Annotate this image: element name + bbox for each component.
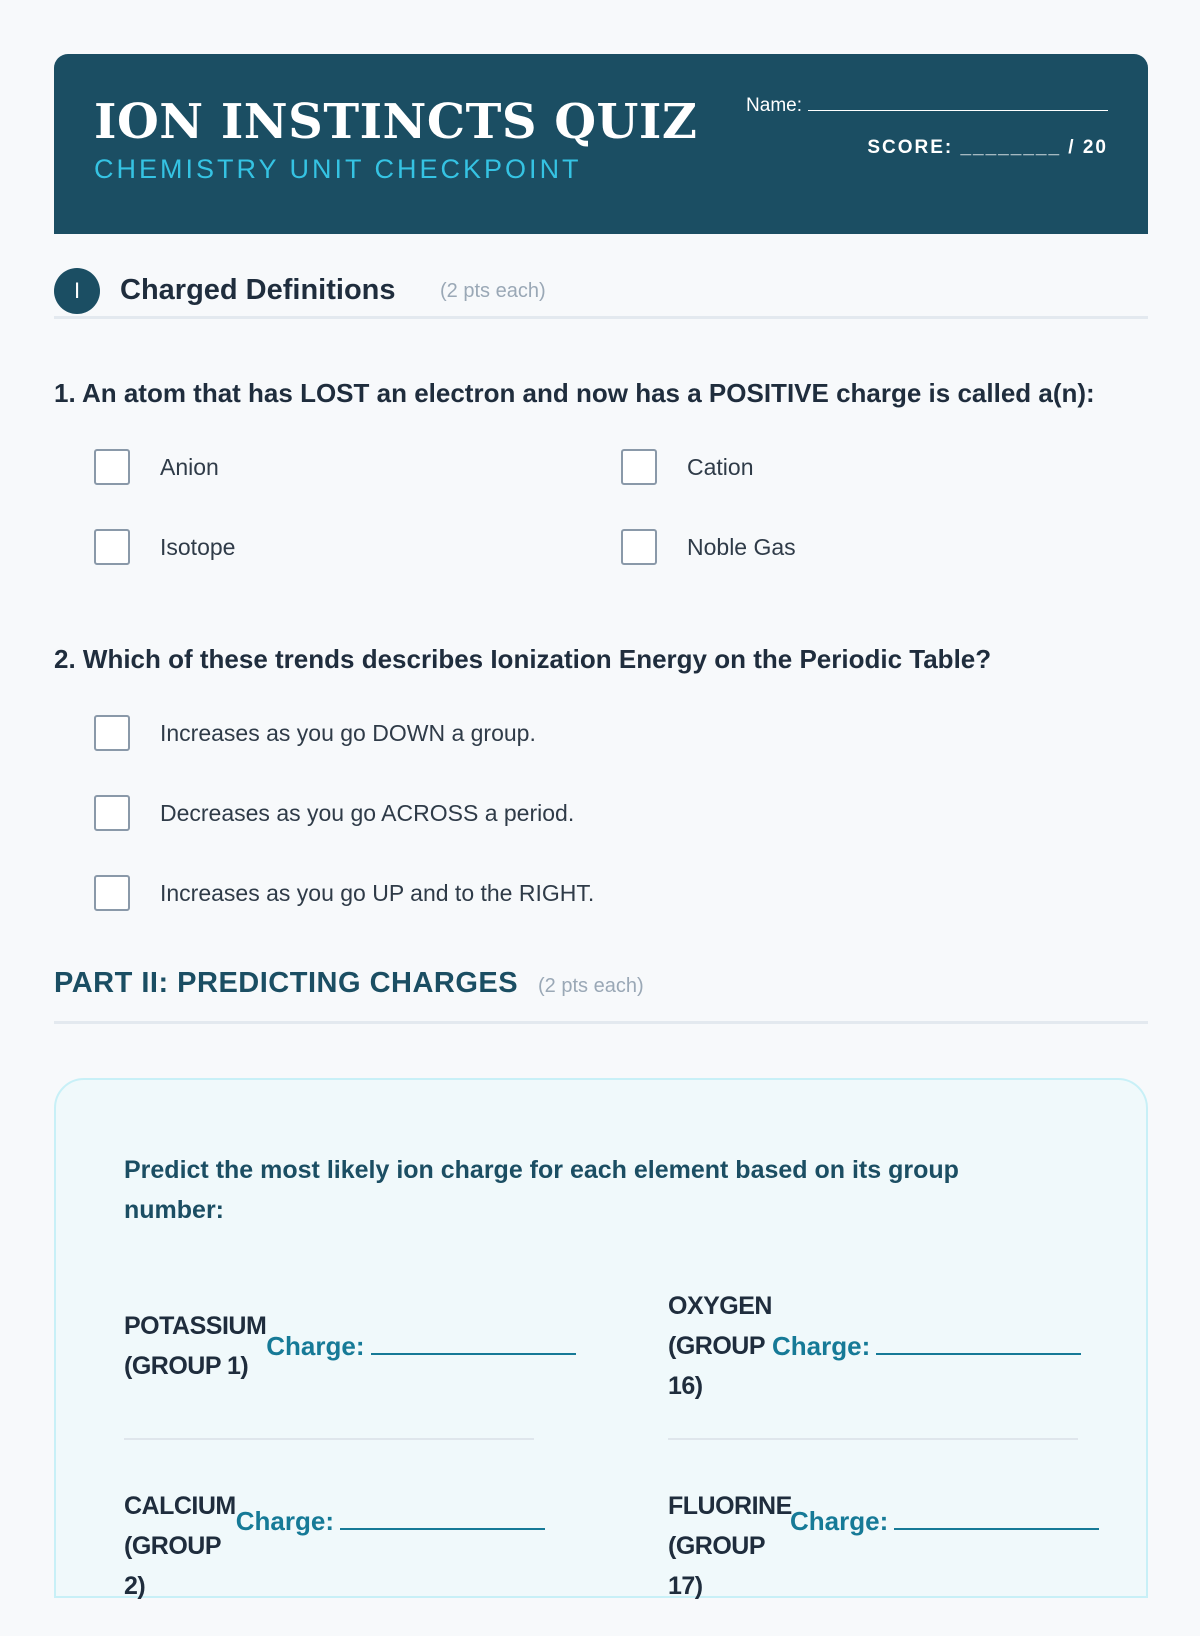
question-1: 1. An atom that has LOST an electron and now has a POSITIVE charge is called a(n): <box>54 378 1095 408</box>
element-name: POTASSIUM (GROUP 1) <box>124 1312 267 1380</box>
option-isotope[interactable] <box>94 507 621 587</box>
charge-blank[interactable] <box>876 1331 1081 1355</box>
option-anion[interactable] <box>94 427 621 507</box>
section-badge: I <box>54 268 100 314</box>
section-points: (2 pts each) <box>440 280 546 302</box>
option-up-right[interactable] <box>94 853 1148 933</box>
quiz-page <box>54 54 1148 1598</box>
checkbox[interactable] <box>94 529 130 565</box>
name-field[interactable] <box>746 92 1108 117</box>
charge-label: Charge: <box>235 1506 335 1536</box>
charge-label: Charge: <box>771 1330 871 1361</box>
checkbox[interactable] <box>621 529 657 565</box>
header-fields <box>746 92 1108 159</box>
checkbox[interactable] <box>94 795 130 831</box>
question-2-options <box>94 693 1148 933</box>
element-item <box>124 1306 534 1456</box>
quiz-subtitle: CHEMISTRY UNIT CHECKPOINT <box>94 154 582 184</box>
charges-panel <box>54 1078 1148 1598</box>
option-cation[interactable] <box>621 427 1021 507</box>
option-label: Decreases as you go ACROSS a period. <box>160 799 575 826</box>
option-label: Noble Gas <box>687 533 796 560</box>
charge-label: Charge: <box>790 1506 889 1536</box>
charge-blank[interactable] <box>894 1506 1099 1530</box>
element-item <box>668 1486 1078 1636</box>
score-field: SCORE: ________ / 20 <box>867 137 1108 158</box>
option-across-period[interactable] <box>94 773 1148 853</box>
section-title: PART II: PREDICTING CHARGES <box>54 967 519 999</box>
element-grid <box>124 1292 1078 1636</box>
element-item <box>668 1286 1078 1436</box>
element-name: FLUORINE (GROUP 17) <box>668 1492 792 1600</box>
option-label: Anion <box>160 453 219 480</box>
question-1-options <box>94 427 1148 587</box>
element-name: OXYGEN (GROUP 16) <box>668 1292 772 1400</box>
option-label: Isotope <box>160 533 236 560</box>
section-title: Charged Definitions <box>120 274 396 306</box>
option-label: Increases as you go UP and to the RIGHT. <box>160 879 595 906</box>
panel-instruction: Predict the most likely ion charge for each element based on its group number: <box>124 1156 959 1224</box>
option-noble-gas[interactable] <box>621 507 1021 587</box>
charge-field[interactable] <box>790 1506 1099 1537</box>
checkbox[interactable] <box>94 449 130 485</box>
divider <box>124 1438 534 1440</box>
quiz-title: ION INSTINCTS QUIZ <box>94 94 698 150</box>
element-name: CALCIUM (GROUP 2) <box>124 1492 236 1600</box>
checkbox[interactable] <box>621 449 657 485</box>
option-down-group[interactable] <box>94 693 1148 773</box>
charge-field[interactable] <box>772 1331 1081 1362</box>
checkbox[interactable] <box>94 875 130 911</box>
section-1-header <box>54 234 1148 319</box>
charge-field[interactable] <box>266 1331 575 1362</box>
charge-blank[interactable] <box>340 1506 545 1530</box>
element-item <box>124 1486 534 1636</box>
option-label: Increases as you go DOWN a group. <box>160 719 536 746</box>
divider <box>668 1438 1078 1440</box>
charge-field[interactable] <box>236 1506 545 1537</box>
question-2: 2. Which of these trends describes Ionization Energy on the Periodic Table? <box>54 644 992 674</box>
name-blank[interactable] <box>808 92 1108 111</box>
section-points: (2 pts each) <box>538 975 644 997</box>
option-label: Cation <box>687 453 754 480</box>
charge-label: Charge: <box>266 1330 365 1361</box>
name-label: Name: <box>746 95 802 116</box>
section-2-header <box>54 959 1148 1024</box>
checkbox[interactable] <box>94 715 130 751</box>
charge-blank[interactable] <box>371 1331 576 1355</box>
quiz-header <box>54 54 1148 234</box>
